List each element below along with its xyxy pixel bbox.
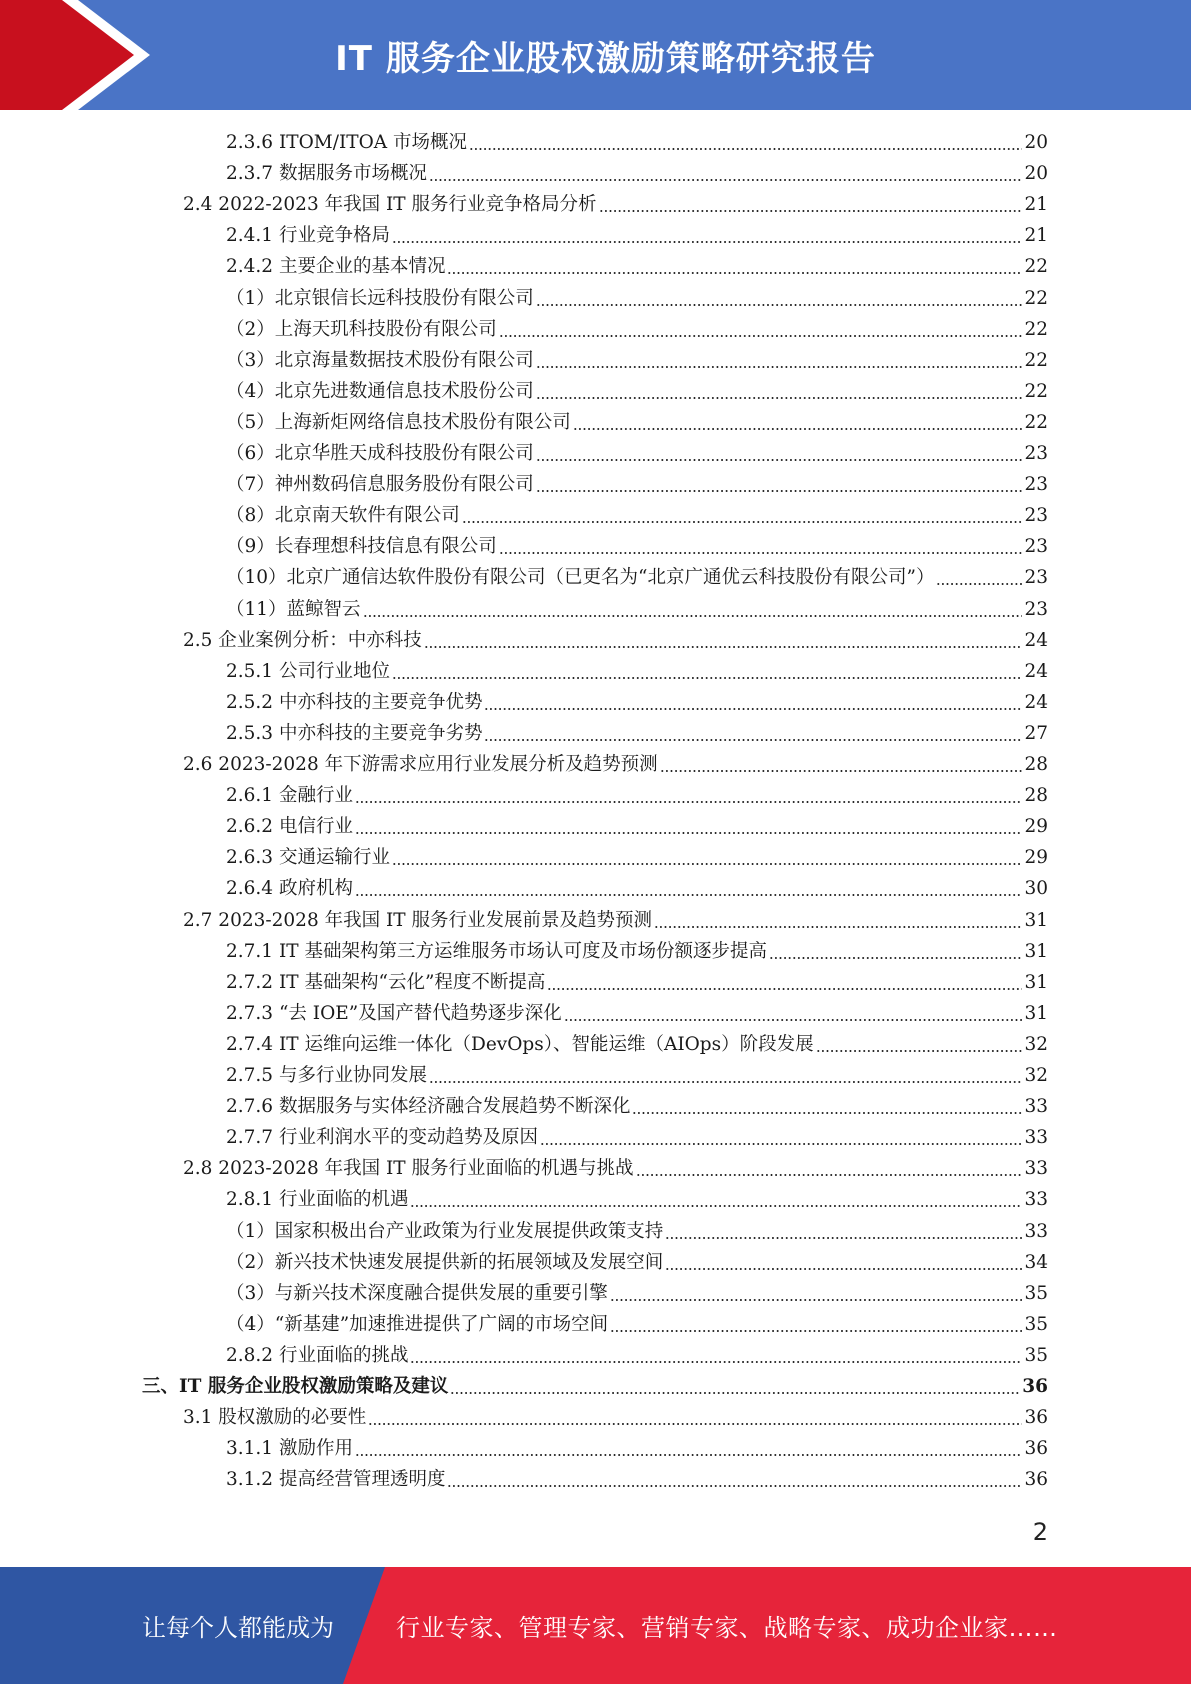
toc-dot-leader — [424, 646, 1023, 648]
toc-entry[interactable] — [226, 251, 1048, 282]
toc-entry[interactable] — [226, 407, 1048, 438]
toc-dot-leader — [392, 863, 1022, 865]
toc-entry-page: 36 — [1024, 1438, 1048, 1460]
toc-entry[interactable] — [183, 749, 1048, 780]
page-number: 2 — [1032, 1518, 1048, 1546]
toc-entry-title: 2.7.6 数据服务与实体经济融合发展趋势不断深化 — [226, 1096, 631, 1118]
toc-entry-title: 2.4.2 主要企业的基本情况 — [226, 256, 446, 278]
toc-dot-leader — [450, 1392, 1020, 1394]
toc-entry-title: 2.8.2 行业面临的挑战 — [226, 1344, 409, 1366]
toc-entry[interactable] — [226, 936, 1048, 967]
toc-dot-leader — [368, 1423, 1022, 1425]
page-footer — [0, 1567, 1191, 1684]
toc-entry[interactable] — [226, 127, 1048, 158]
toc-entry[interactable] — [226, 967, 1048, 998]
toc-entry-title: （3）与新兴技术深度融合提供发展的重要引擎 — [226, 1282, 608, 1304]
toc-dot-leader — [499, 552, 1023, 554]
toc-dot-leader — [632, 1112, 1022, 1114]
toc-entry-page: 34 — [1024, 1251, 1048, 1273]
toc-entry-page: 22 — [1024, 256, 1048, 278]
toc-entry-title: 2.7.5 与多行业协同发展 — [226, 1065, 427, 1086]
toc-entry-title: 2.6.1 金融行业 — [226, 785, 353, 807]
toc-dot-leader — [447, 1485, 1022, 1487]
toc-entry-page: 33 — [1024, 1127, 1048, 1149]
toc-dot-leader — [536, 490, 1023, 492]
toc-dot-leader — [355, 801, 1023, 803]
toc-entry-title: 2.7 2023-2028 年我国 IT 服务行业发展前景及趋势预测 — [183, 909, 653, 931]
toc-entry[interactable] — [226, 1340, 1048, 1371]
toc-entry-title: 2.7.1 IT 基础架构第三方运维服务市场认可度及市场份额逐步提高 — [226, 940, 767, 962]
toc-entry-page: 32 — [1024, 1065, 1048, 1086]
toc-entry-page: 31 — [1024, 909, 1048, 931]
toc-dot-leader — [665, 1237, 1022, 1239]
toc-entry-title: （11）蓝鲸智云 — [226, 598, 361, 620]
toc-entry[interactable] — [226, 158, 1048, 189]
toc-entry[interactable] — [226, 1216, 1048, 1247]
toc-entry[interactable] — [226, 1060, 1048, 1091]
toc-dot-leader — [363, 615, 1023, 617]
page-header — [0, 0, 1191, 110]
toc-entry-page: 31 — [1024, 940, 1048, 962]
toc-entry-page: 31 — [1024, 1002, 1048, 1024]
toc-entry-page: 33 — [1024, 1220, 1048, 1242]
toc-entry-page: 27 — [1024, 722, 1048, 744]
toc-entry-page: 24 — [1024, 691, 1048, 713]
toc-entry-page: 36 — [1022, 1376, 1048, 1397]
toc-entry-title: 2.4 2022-2023 年我国 IT 服务行业竞争格局分析 — [183, 194, 597, 216]
toc-entry[interactable] — [226, 1091, 1048, 1122]
toc-dot-leader — [610, 1330, 1022, 1332]
toc-entry-page: 36 — [1024, 1469, 1048, 1491]
toc-dot-leader — [429, 1081, 1022, 1083]
toc-entry[interactable] — [226, 780, 1048, 811]
toc-entry[interactable] — [183, 905, 1048, 936]
toc-entry-title: 2.5 企业案例分析：中亦科技 — [183, 629, 422, 651]
toc-entry-title: 3.1.2 提高经营管理透明度 — [226, 1469, 446, 1491]
toc-entry-title: （1）国家积极出台产业政策为行业发展提供政策支持 — [226, 1220, 664, 1242]
toc-dot-leader — [636, 1174, 1023, 1176]
toc-entry[interactable] — [226, 345, 1048, 376]
toc-entry-title: （3）北京海量数据技术股份有限公司 — [226, 349, 534, 371]
toc-entry-page: 35 — [1024, 1282, 1048, 1304]
toc-entry-title: 三、IT 服务企业股权激励策略及建议 — [142, 1376, 449, 1397]
toc-entry[interactable] — [226, 1433, 1048, 1464]
toc-entry-page: 33 — [1024, 1096, 1048, 1118]
toc-entry[interactable] — [226, 1184, 1048, 1215]
toc-entry[interactable] — [226, 220, 1048, 251]
toc-entry-page: 23 — [1024, 598, 1048, 620]
toc-entry-page: 21 — [1024, 194, 1048, 216]
toc-entry[interactable] — [226, 531, 1048, 562]
toc-dot-leader — [816, 1050, 1023, 1052]
toc-dot-leader — [610, 1299, 1023, 1301]
toc-entry-page: 23 — [1024, 443, 1048, 464]
toc-entry-title: （1）北京银信长远科技股份有限公司 — [226, 287, 534, 309]
toc-entry-page: 24 — [1024, 629, 1048, 651]
toc-entry-title: （4）北京先进数通信息技术股份公司 — [226, 380, 534, 402]
toc-entry[interactable] — [183, 625, 1048, 656]
toc-entry[interactable] — [226, 1029, 1048, 1060]
toc-entry-page: 28 — [1024, 785, 1048, 807]
toc-entry-page: 22 — [1024, 287, 1048, 309]
toc-dot-leader — [429, 179, 1022, 181]
toc-entry-title: 2.7.2 IT 基础架构“云化”程度不断提高 — [226, 971, 546, 993]
toc-entry-title: 3.1 股权激励的必要性 — [183, 1407, 367, 1429]
toc-entry[interactable] — [226, 656, 1048, 687]
toc-entry-page: 29 — [1024, 847, 1048, 869]
toc-entry-title: （8）北京南天软件有限公司 — [226, 505, 460, 527]
toc-dot-leader — [355, 832, 1023, 834]
toc-entry-title: （2）新兴技术快速发展提供新的拓展领域及发展空间 — [226, 1251, 664, 1273]
toc-dot-leader — [936, 583, 1022, 585]
toc-entry[interactable] — [226, 718, 1048, 749]
toc-entry-title: 3.1.1 激励作用 — [226, 1438, 353, 1460]
toc-entry[interactable] — [226, 314, 1048, 345]
toc-dot-leader — [536, 397, 1023, 399]
toc-entry-title: 2.8 2023-2028 年我国 IT 服务行业面临的机遇与挑战 — [183, 1158, 634, 1180]
toc-entry-title: 2.4.1 行业竞争格局 — [226, 225, 390, 247]
toc-entry-page: 20 — [1024, 163, 1048, 185]
toc-dot-leader — [462, 521, 1023, 523]
toc-entry[interactable] — [226, 1464, 1048, 1495]
toc-dot-leader — [536, 304, 1023, 306]
document-title: IT 服务企业股权激励策略研究报告 — [335, 38, 876, 79]
toc-entry-page: 23 — [1024, 474, 1048, 496]
toc-entry[interactable] — [183, 1402, 1048, 1433]
toc-entry-page: 29 — [1024, 816, 1048, 838]
toc-entry[interactable] — [183, 189, 1048, 220]
toc-entry[interactable] — [226, 811, 1048, 842]
toc-entry-title: 2.5.2 中亦科技的主要竞争优势 — [226, 691, 483, 713]
footer-slogan-left: 让每个人都能成为 — [142, 1614, 334, 1642]
toc-entry-title: 2.7.7 行业利润水平的变动趋势及原因 — [226, 1127, 538, 1149]
toc-dot-leader — [660, 770, 1023, 772]
toc-dot-leader — [573, 428, 1023, 430]
toc-entry-page: 36 — [1024, 1407, 1048, 1429]
toc-entry-title: 2.6.3 交通运输行业 — [226, 847, 390, 869]
toc-entry-page: 31 — [1024, 971, 1048, 993]
toc-dot-leader — [536, 366, 1023, 368]
toc-entry-title: 2.6 2023-2028 年下游需求应用行业发展分析及趋势预测 — [183, 754, 658, 775]
toc-entry[interactable] — [226, 438, 1048, 469]
toc-entry-title: 2.7.4 IT 运维向运维一体化（DevOps）、智能运维（AIOps）阶段发展 — [226, 1033, 814, 1055]
toc-entry-title: 2.5.3 中亦科技的主要竞争劣势 — [226, 722, 483, 744]
toc-dot-leader — [410, 1205, 1022, 1207]
toc-dot-leader — [447, 272, 1022, 274]
footer-slogan-right: 行业专家、管理专家、营销专家、战略专家、成功企业家…… — [396, 1614, 1058, 1642]
toc-entry-title: 2.8.1 行业面临的机遇 — [226, 1189, 409, 1211]
toc-dot-leader — [654, 926, 1022, 928]
toc-entry-title: （10）北京广通信达软件股份有限公司（已更名为“北京广通优云科技股份有限公司”） — [226, 567, 935, 589]
toc-entry-page: 30 — [1024, 878, 1048, 900]
toc-entry-page: 23 — [1024, 505, 1048, 527]
toc-entry[interactable] — [226, 1309, 1048, 1340]
toc-entry-page: 23 — [1024, 536, 1048, 558]
toc-entry[interactable] — [183, 1153, 1048, 1184]
toc-entry-page: 24 — [1024, 660, 1048, 682]
toc-dot-leader — [769, 957, 1022, 959]
toc-entry-title: （7）神州数码信息服务股份有限公司 — [226, 474, 534, 496]
toc-dot-leader — [540, 1143, 1022, 1145]
toc-entry-title: 2.3.7 数据服务市场概况 — [226, 163, 427, 185]
toc-entry-page: 28 — [1024, 754, 1048, 775]
toc-entry-title: 2.7.3 “去 IOE”及国产替代趋势逐步深化 — [226, 1002, 562, 1024]
toc-entry-title: （5）上海新炬网络信息技术股份有限公司 — [226, 411, 571, 433]
toc-dot-leader — [665, 1268, 1022, 1270]
toc-entry-page: 22 — [1024, 411, 1048, 433]
toc-entry-title: 2.5.1 公司行业地位 — [226, 660, 390, 682]
toc-dot-leader — [469, 148, 1022, 150]
toc-dot-leader — [392, 677, 1022, 679]
toc-entry[interactable] — [226, 998, 1048, 1029]
toc-entry-page: 33 — [1024, 1189, 1048, 1211]
toc-entry-page: 22 — [1024, 380, 1048, 402]
toc-entry-title: （4）“新基建”加速推进提供了广阔的市场空间 — [226, 1313, 609, 1335]
toc-entry-title: （2）上海天玑科技股份有限公司 — [226, 318, 497, 340]
toc-entry[interactable] — [226, 562, 1048, 593]
toc-dot-leader — [484, 708, 1022, 710]
toc-entry-page: 21 — [1024, 225, 1048, 247]
toc-entry-title: （6）北京华胜天成科技股份有限公司 — [226, 443, 534, 464]
toc-entry[interactable] — [226, 687, 1048, 718]
toc-entry[interactable] — [226, 842, 1048, 873]
toc-entry-page: 22 — [1024, 318, 1048, 340]
toc-dot-leader — [547, 988, 1022, 990]
toc-entry[interactable] — [226, 873, 1048, 904]
toc-entry[interactable] — [142, 1371, 1048, 1402]
toc-dot-leader — [410, 1361, 1022, 1363]
toc-entry-page: 32 — [1024, 1033, 1048, 1055]
toc-entry[interactable] — [226, 376, 1048, 407]
toc-entry-title: （9）长春理想科技信息有限公司 — [226, 536, 497, 558]
toc-dot-leader — [499, 335, 1023, 337]
toc-dot-leader — [536, 459, 1023, 461]
toc-dot-leader — [599, 210, 1023, 212]
toc-entry[interactable] — [226, 500, 1048, 531]
toc-entry-page: 23 — [1024, 567, 1048, 589]
toc-entry-page: 35 — [1024, 1344, 1048, 1366]
toc-entry-title: 2.6.4 政府机构 — [226, 878, 353, 900]
toc-dot-leader — [392, 241, 1022, 243]
toc-entry-title: 2.6.2 电信行业 — [226, 816, 353, 838]
toc-entry[interactable] — [226, 469, 1048, 500]
toc-entry[interactable] — [226, 594, 1048, 625]
toc-entry[interactable] — [226, 1278, 1048, 1309]
toc-dot-leader — [355, 894, 1023, 896]
toc-entry[interactable] — [226, 283, 1048, 314]
toc-entry[interactable] — [226, 1122, 1048, 1153]
toc-entry[interactable] — [226, 1247, 1048, 1278]
toc-dot-leader — [484, 739, 1022, 741]
toc-entry-title: 2.3.6 ITOM/ITOA 市场概况 — [226, 132, 467, 153]
toc-entry-page: 20 — [1024, 132, 1048, 153]
toc-entry-page: 35 — [1024, 1313, 1048, 1335]
toc-dot-leader — [355, 1454, 1023, 1456]
toc-entry-page: 33 — [1024, 1158, 1048, 1180]
toc-entry-page: 22 — [1024, 349, 1048, 371]
toc-dot-leader — [564, 1019, 1023, 1021]
